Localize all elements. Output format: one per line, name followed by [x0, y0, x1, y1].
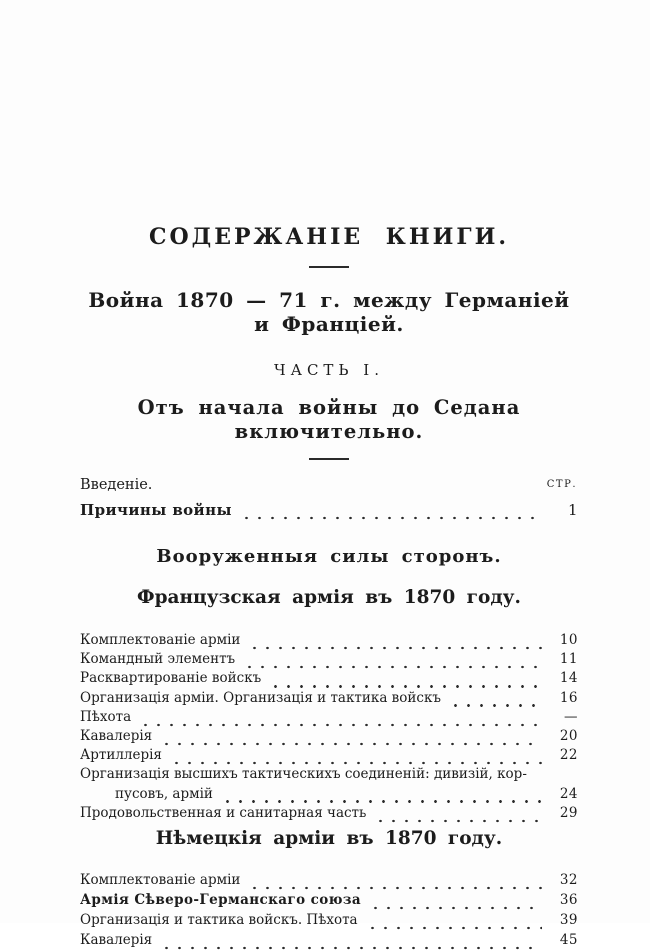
page-column-header: СТР.: [546, 479, 577, 490]
toc-header-row: [80, 476, 578, 494]
french-army-heading: Французская армія въ 1870 году.: [137, 587, 521, 608]
toc-entry-label: пусовъ, армій: [115, 785, 213, 802]
dot-leader: [139, 715, 542, 727]
toc-entry-label: Организація высшихъ тактическихъ соединеній: дивизій, кор-: [80, 766, 527, 783]
dot-leader: [240, 507, 542, 521]
toc-entry: [80, 708, 578, 727]
dot-leader: [366, 918, 542, 930]
toc-entry-label: Пѣхота: [80, 708, 132, 725]
dot-leader: [449, 696, 542, 708]
dot-leader: [160, 734, 542, 746]
toc-entry: [80, 930, 578, 950]
dot-leader: [248, 638, 542, 650]
toc-entry-label: Кавалерія: [80, 932, 153, 949]
dot-leader: [170, 753, 542, 765]
toc-entry: [80, 870, 578, 890]
toc-entry-wrapped-line1: [80, 765, 578, 784]
toc-entry-label: Организація и тактика войскъ. Пѣхота: [80, 912, 358, 929]
toc-entry-page: 16: [559, 689, 578, 706]
toc-entry-label: Комплектованіе арміи: [80, 632, 241, 648]
toc-entry: [80, 910, 578, 930]
dot-leader: [160, 938, 542, 950]
toc-entry-page: 36: [559, 892, 578, 909]
ornament-rule: [309, 458, 349, 460]
dot-leader: [369, 898, 542, 910]
toc-entry: [80, 650, 578, 669]
toc-entry-label: Организація арміи. Организація и тактика войскъ: [80, 689, 441, 706]
toc-entry: [80, 727, 578, 746]
toc-entry-label: Командный элементъ: [80, 651, 236, 668]
dot-leader: [221, 792, 542, 804]
toc-entry-page: 22: [559, 747, 578, 764]
toc-entry: [80, 669, 578, 688]
introduction-label: Введеніе.: [80, 477, 153, 493]
toc-entry-label: Кавалерія: [80, 728, 153, 745]
toc-entry-label: Армія Сѣверо-Германскаго союза: [80, 892, 362, 909]
toc-entry-page: 14: [559, 670, 578, 687]
toc-entry: [80, 500, 578, 520]
toc-entry: [80, 746, 578, 765]
toc-entry: [80, 804, 578, 823]
page-title: СОДЕРЖАНІЕ КНИГИ.: [148, 224, 510, 250]
toc-entry-page: 20: [559, 728, 578, 745]
toc-entry-label: Причины войны: [80, 501, 232, 519]
toc-entry-label: Комплектованіе арміи: [80, 872, 241, 889]
dot-leader: [269, 676, 542, 688]
toc-entry: [80, 689, 578, 708]
toc-entry-wrapped-line2: [80, 785, 578, 804]
war-title: Война 1870 — 71 г. между Германіей и Франціей.: [88, 288, 570, 336]
toc-entry-page: 11: [559, 651, 578, 668]
toc-entry-page: 29: [559, 804, 578, 821]
toc-entry-page: 24: [559, 785, 578, 802]
forces-heading: Вооруженныя силы сторонъ.: [156, 546, 502, 567]
toc-entry-page: 45: [559, 932, 578, 949]
german-army-toc: [80, 870, 578, 950]
dot-leader: [243, 657, 542, 669]
toc-entry-page: —: [564, 708, 578, 725]
toc-entry-label: Расквартированіе войскъ: [80, 670, 262, 687]
toc-entry-page: 1: [567, 501, 578, 519]
part-subtitle: Отъ начала войны до Седана включительно.: [137, 396, 521, 443]
toc-entry: [80, 631, 578, 650]
toc-entry-label: Продовольственная и санитарная часть: [80, 804, 367, 821]
french-army-toc: [80, 631, 578, 823]
ornament-rule: [309, 266, 349, 268]
dot-leader: [374, 811, 542, 823]
part-label: ЧАСТЬ I.: [273, 361, 384, 379]
german-army-heading: Нѣмецкія арміи въ 1870 году.: [155, 828, 503, 850]
toc-entry: [80, 890, 578, 910]
toc-entry-page: 10: [559, 632, 578, 648]
dot-leader: [248, 878, 542, 890]
toc-entry-label: Артиллерія: [80, 747, 162, 764]
toc-entry-page: 39: [559, 912, 578, 929]
toc-entry-page: 32: [559, 872, 578, 889]
